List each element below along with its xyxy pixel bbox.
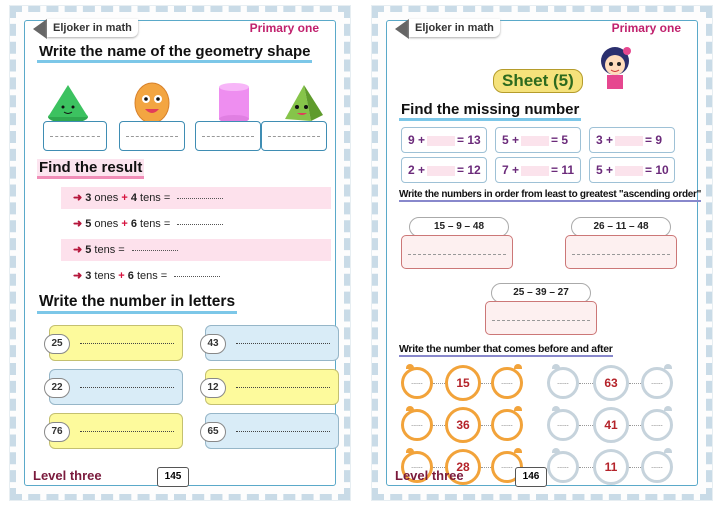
arrow-icon: ➜	[73, 218, 83, 230]
arrow-icon: ➜	[73, 192, 83, 204]
page-header	[387, 19, 697, 41]
arrow-icon: ➜	[73, 244, 83, 256]
equation-box-1: 9 + = 13	[401, 127, 487, 153]
after-blank-clock[interactable]: ......	[491, 367, 523, 399]
pyramid-shape-icon	[281, 81, 327, 125]
answer-blank[interactable]	[615, 166, 643, 176]
answer-blank[interactable]	[177, 198, 223, 199]
sheet-label: Sheet (5)	[493, 69, 583, 93]
shape-name-box-3[interactable]	[195, 121, 261, 151]
letters-box-76[interactable]	[49, 413, 183, 449]
worksheet-page-right	[372, 6, 712, 500]
arrow-icon: ➜	[73, 270, 83, 282]
cylinder-shape-icon	[211, 81, 257, 125]
letters-box-25[interactable]	[49, 325, 183, 361]
before-blank-clock[interactable]: ......	[547, 367, 579, 399]
order-numbers-2: 26 – 11 – 48	[571, 217, 671, 237]
level-label: Level three	[33, 468, 102, 483]
after-blank-clock[interactable]: ......	[641, 451, 673, 483]
equation-box-4: 2 + = 12	[401, 157, 487, 183]
section-title-before-after: Write the number that comes before and after	[399, 343, 613, 355]
page-frame	[24, 20, 336, 486]
section-title-letters: Write the number in letters	[37, 293, 237, 314]
equation-box-3: 3 + = 9	[589, 127, 675, 153]
sphere-shape-icon	[129, 81, 175, 125]
letters-box-43[interactable]	[205, 325, 339, 361]
equation-box-6: 5 + = 10	[589, 157, 675, 183]
letters-box-22[interactable]	[49, 369, 183, 405]
order-numbers-3: 25 – 39 – 27	[491, 283, 591, 303]
level-label: Level three	[395, 468, 464, 483]
worksheet-page-left	[10, 6, 350, 500]
shape-name-box-1[interactable]	[43, 121, 107, 151]
section-title-geometry: Write the name of the geometry shape	[37, 43, 312, 63]
book-title: Eljoker in math	[47, 19, 138, 37]
section-title-result: Find the result	[37, 159, 144, 179]
corner-triangle-icon	[395, 19, 409, 39]
book-title: Eljoker in math	[409, 19, 500, 37]
number-badge: 22	[44, 378, 70, 398]
page-number: 145	[157, 467, 189, 487]
order-answer-box-3[interactable]	[485, 301, 597, 335]
number-badge: 76	[44, 422, 70, 442]
answer-blank[interactable]	[427, 136, 455, 146]
grade-label: Primary one	[611, 21, 681, 35]
number-clock: 63	[593, 365, 629, 401]
order-answer-box-1[interactable]	[401, 235, 513, 269]
before-blank-clock[interactable]: ......	[401, 451, 433, 483]
number-clock: 15	[445, 365, 481, 401]
girl-cartoon-icon	[593, 43, 637, 91]
number-badge: 43	[200, 334, 226, 354]
after-blank-clock[interactable]: ......	[491, 409, 523, 441]
shape-name-box-4[interactable]	[261, 121, 327, 151]
order-numbers-1: 15 – 9 – 48	[409, 217, 509, 237]
after-blank-clock[interactable]: ......	[641, 409, 673, 441]
page-header	[25, 19, 335, 41]
page-number: 146	[515, 467, 547, 487]
number-clock: 36	[445, 407, 481, 443]
result-row-4: ➜ 3 tens + 6 tens =	[61, 265, 331, 287]
letters-box-65[interactable]	[205, 413, 339, 449]
corner-triangle-icon	[33, 19, 47, 39]
equation-box-5: 7 + = 11	[495, 157, 581, 183]
number-clock: 28	[445, 449, 481, 485]
answer-blank[interactable]	[132, 250, 178, 251]
section-title-missing: Find the missing number	[399, 101, 581, 121]
order-answer-box-2[interactable]	[565, 235, 677, 269]
result-row-1: ➜ 3 ones + 4 tens =	[61, 187, 331, 209]
before-blank-clock[interactable]: ......	[401, 409, 433, 441]
number-clock: 41	[593, 407, 629, 443]
before-blank-clock[interactable]: ......	[547, 451, 579, 483]
number-badge: 25	[44, 334, 70, 354]
answer-blank[interactable]	[427, 166, 455, 176]
answer-blank[interactable]	[177, 224, 223, 225]
number-clock: 11	[593, 449, 629, 485]
shape-name-box-2[interactable]	[119, 121, 185, 151]
answer-blank[interactable]	[174, 276, 220, 277]
letters-box-12[interactable]	[205, 369, 339, 405]
before-blank-clock[interactable]: ......	[401, 367, 433, 399]
number-badge: 65	[200, 422, 226, 442]
result-row-3: ➜ 5 tens =	[61, 239, 331, 261]
answer-blank[interactable]	[521, 136, 549, 146]
number-badge: 12	[200, 378, 226, 398]
page-frame	[386, 20, 702, 486]
after-blank-clock[interactable]: ......	[641, 367, 673, 399]
cone-shape-icon	[45, 81, 91, 125]
section-title-order: Write the numbers in order from least to greatest "ascending order"	[399, 189, 702, 200]
grade-label: Primary one	[249, 21, 319, 35]
after-blank-clock[interactable]: ......	[491, 451, 523, 483]
answer-blank[interactable]	[615, 136, 643, 146]
equation-box-2: 5 + = 5	[495, 127, 581, 153]
before-blank-clock[interactable]: ......	[547, 409, 579, 441]
result-row-2: ➜ 5 ones + 6 tens =	[61, 213, 331, 235]
answer-blank[interactable]	[521, 166, 549, 176]
